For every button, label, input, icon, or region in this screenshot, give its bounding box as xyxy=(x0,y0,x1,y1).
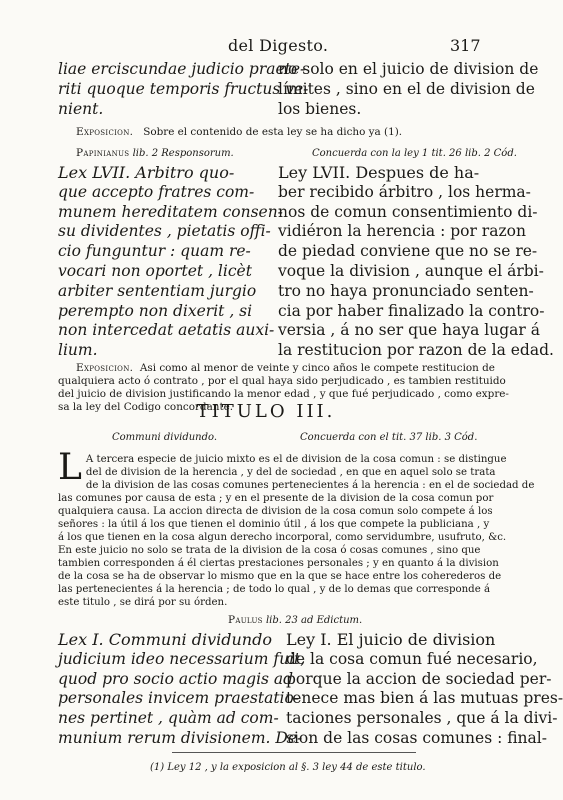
text-line: tro no haya pronunciado senten- xyxy=(278,281,534,300)
text-line: Ley LVII. Despues de ha- xyxy=(278,163,480,182)
drop-cap: L xyxy=(58,447,82,488)
text-line: qualquiera acto ó contrato , por el qual haya sido perjudicado , es tambien restituido xyxy=(58,375,506,387)
law-1-latin xyxy=(58,630,306,749)
text-line: quod pro socio actio magis ad xyxy=(58,669,294,688)
section-title: TITULO III. xyxy=(196,401,336,422)
text-line: Asi como al menor de veinte y cinco años le compete restitucion de xyxy=(139,362,495,374)
text-line: Lex I. Communi dividundo xyxy=(58,630,272,649)
page-number: 317 xyxy=(450,36,481,55)
text-line: del juicio de division justificando la menor edad , y que fué perjudicado , como expre- xyxy=(58,388,509,400)
text-line: vocari non oportet , licèt xyxy=(58,261,252,280)
titulo-introduction xyxy=(58,447,535,609)
source-citation-spanish: Concuerda con la ley 1 tit. 26 lib. 2 Cód. xyxy=(312,148,517,159)
text-line: nes pertinet , quàm ad com- xyxy=(58,709,279,728)
text-line: señores : la útil á los que tienen el dominio útil , á los que compete la publiciana , y xyxy=(58,519,490,530)
text-line: nos de comun consentimiento di- xyxy=(278,202,538,221)
text-line: ber recibido árbitro , los herma- xyxy=(278,182,531,201)
text-line: munium rerum divisionem. De- xyxy=(58,728,303,747)
law-1-spanish xyxy=(286,630,563,749)
text-line: tambien corresponden á él ciertas prestaciones personales ; y en quanto á la division xyxy=(58,558,499,569)
text-line: este titulo , se dirá por su órden. xyxy=(58,597,228,608)
text-line: del de division de la herencia , y del de sociedad , en que en aquel solo se trata xyxy=(85,467,496,478)
text-line: de la cosa comun fué necesario, xyxy=(286,649,538,668)
footnote: (1) Ley 12 , y la exposicion al §. 3 ley 44 de este titulo. xyxy=(150,762,426,773)
text-line: las pertenecientes á la herencia ; de todo lo qual , y de lo demas que corresponde á xyxy=(58,584,491,595)
exposicion-text: Sobre el contenido de esta ley se ha dicho ya (1). xyxy=(143,126,403,138)
text-line: porque la accion de sociedad per- xyxy=(286,669,552,688)
text-line: sion de las cosas comunes : final- xyxy=(286,728,547,747)
law-57-spanish xyxy=(278,163,554,361)
text-line: á los que tienen en la cosa algun derecho incorporal, como servidumbre, usufruto, &c. xyxy=(58,532,507,543)
text-line: lium. xyxy=(58,341,98,360)
text-line: arbiter sententiam jurgio xyxy=(58,281,257,300)
source-citation-latin: Papinianus lib. 2 Responsorum. xyxy=(76,147,234,159)
text-line: que accepto fratres com- xyxy=(58,182,255,201)
text-line: los bienes. xyxy=(278,99,362,118)
text-line: no solo en el juicio de division de xyxy=(278,60,539,78)
titulo-concordance: Concuerda con el tit. 37 lib. 3 Cód. xyxy=(300,432,478,443)
footnote-divider xyxy=(172,752,416,753)
exposicion-note-1 xyxy=(76,126,496,139)
titulo-subtitle-latin: Communi dividundo. xyxy=(112,432,218,443)
text-line: tenece mas bien á las mutuas pres- xyxy=(286,689,563,708)
text-line: nient. xyxy=(58,99,104,118)
source-citation-2: Paulus lib. 23 ad Edictum. xyxy=(228,614,363,626)
text-line: munem hereditatem consen- xyxy=(58,202,283,221)
text-line: de la cosa se ha de observar lo mismo que en la que se hace entre los coherederos de xyxy=(58,571,502,582)
text-line: su dividentes , pietatis offi- xyxy=(58,222,271,241)
text-line: voque la division , aunque el árbi- xyxy=(278,261,544,280)
text-line: A tercera especie de juicio mixto es el de division de la cosa comun : se distingue xyxy=(85,454,507,465)
text-line: judicium ideo necessarium fuit, xyxy=(58,649,306,668)
text-line: de piedad conviene que no se re- xyxy=(278,242,538,261)
text-line: sa la ley del Codigo concordante. xyxy=(58,401,234,413)
text-line: la restitucion por razon de la edad. xyxy=(278,341,554,360)
text-line: personales invicem praestatio- xyxy=(58,689,300,708)
spanish-column-top xyxy=(278,60,539,119)
text-line: las comunes por causa de esta ; y en el presente de la division de la cosa comun por xyxy=(58,493,494,504)
exposicion-label: Exposicion. xyxy=(76,126,134,138)
text-line: cia por haber finalizado la contro- xyxy=(278,301,545,320)
text-line: liae erciscundae judicio praete- xyxy=(58,60,306,78)
law-57-latin xyxy=(58,163,283,361)
text-line: En este juicio no solo se trata de la division de la cosa ó cosas comunes , sino que xyxy=(58,545,481,556)
text-line: versia , á no ser que haya lugar á xyxy=(278,321,540,340)
exposicion-label: Exposicion. xyxy=(76,362,134,374)
running-header-title: del Digesto. xyxy=(228,36,329,55)
text-line: non intercedat aetatis auxi- xyxy=(58,321,275,340)
text-line: Lex LVII. Arbitro quo- xyxy=(58,163,235,182)
text-line: perempto non dixerit , si xyxy=(58,301,253,320)
text-line: qualquiera causa. La accion directa de division de la cosa comun solo compete á los xyxy=(58,506,493,517)
text-line: vidiéron la herencia : por razon xyxy=(278,222,526,241)
text-line: límites , sino en el de division de xyxy=(278,79,535,98)
latin-column-top xyxy=(58,60,309,119)
text-line: de la division de las cosas comunes pertenecientes á la herencia : en el de sociedad de xyxy=(85,480,535,491)
text-line: Ley I. El juicio de division xyxy=(286,630,496,649)
text-line: taciones personales , que á la divi- xyxy=(286,709,558,728)
text-line: cio funguntur : quam re- xyxy=(58,242,251,261)
text-line: riti quoque temporis fructus ve- xyxy=(58,79,309,98)
